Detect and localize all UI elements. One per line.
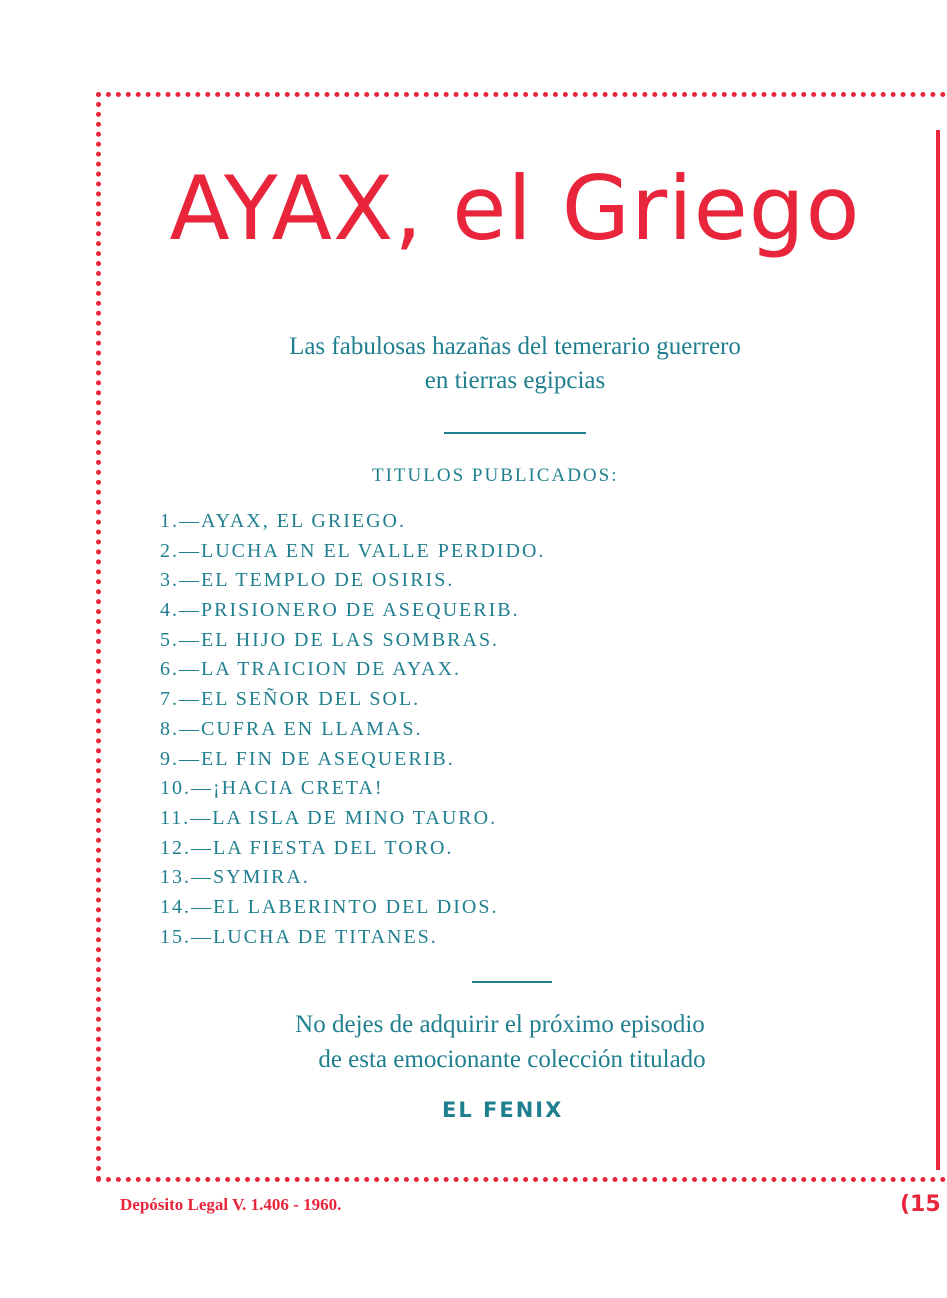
call-to-action-line-2: de esta emocionante colección titulado — [318, 1046, 706, 1073]
subtitle-line-1: Las fabulosas hazañas del temerario guerrero — [289, 333, 741, 360]
list-item: 15.—LUCHA DE TITANES. — [160, 925, 438, 948]
list-item: 12.—LA FIESTA DEL TORO. — [160, 836, 454, 859]
list-item: 4.—PRISIONERO DE ASEQUERIB. — [160, 599, 520, 622]
next-episode-title: EL FENIX — [442, 1098, 564, 1122]
legal-deposit: Depósito Legal V. 1.406 - 1960. — [120, 1195, 342, 1214]
call-to-action-line-1: No dejes de adquirir el próximo episodio — [295, 1011, 705, 1038]
list-item: 3.—EL TEMPLO DE OSIRIS. — [160, 569, 455, 592]
published-titles-heading: TITULOS PUBLICADOS: — [372, 465, 619, 486]
list-item: 1.—AYAX, EL GRIEGO. — [160, 510, 406, 532]
subtitle-line-2: en tierras egipcias — [424, 367, 606, 394]
list-item: 13.—SYMIRA. — [160, 866, 310, 889]
list-item: 6.—LA TRAICION DE AYAX. — [160, 658, 462, 681]
list-item: 7.—EL SEÑOR DEL SOL. — [160, 688, 421, 711]
list-item: 2.—LUCHA EN EL VALLE PERDIDO. — [160, 539, 546, 562]
list-item: 10.—¡HACIA CRETA! — [160, 777, 384, 800]
published-titles-list — [160, 507, 545, 952]
page-number: (15 — [900, 1192, 941, 1217]
divider-top — [444, 432, 586, 434]
list-item: 14.—EL LABERINTO DEL DIOS. — [160, 895, 499, 918]
list-item: 11.—LA ISLA DE MINO TAURO. — [160, 806, 498, 829]
collection-title: AYAX, el Griego — [169, 157, 861, 260]
list-item: 9.—EL FIN DE ASEQUERIB. — [160, 747, 455, 770]
divider-bottom — [472, 981, 552, 983]
list-item: 8.—CUFRA EN LLAMAS. — [160, 717, 423, 740]
list-item: 5.—EL HIJO DE LAS SOMBRAS. — [160, 628, 500, 651]
